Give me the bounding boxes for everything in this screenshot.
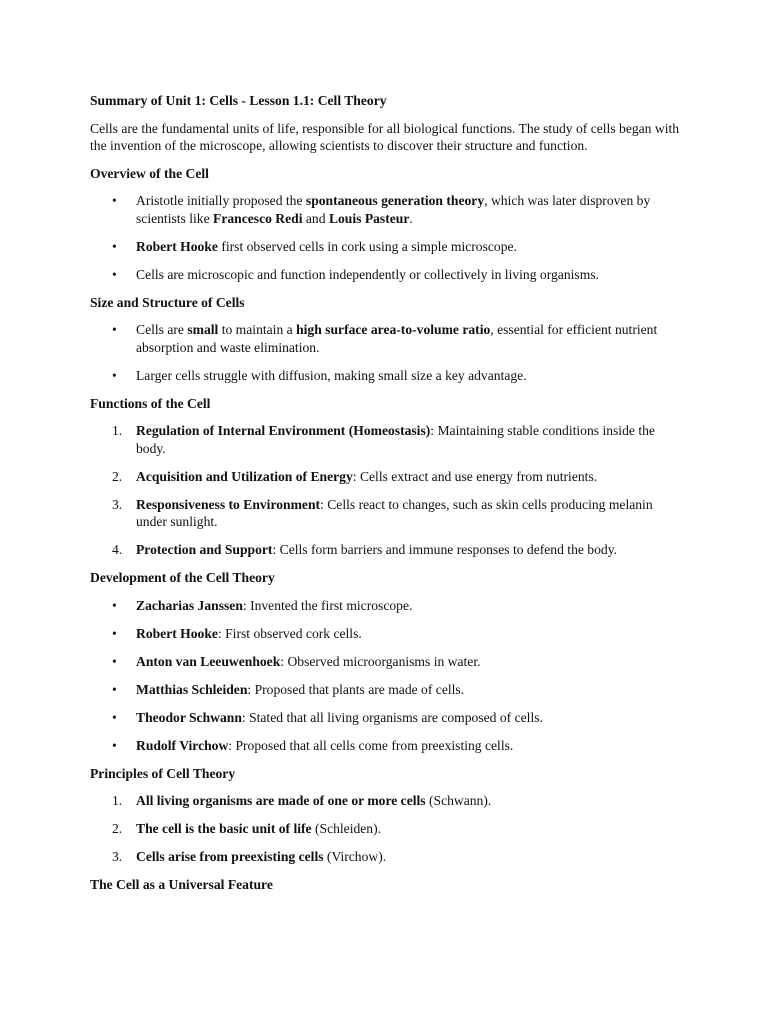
list-number: 3. [112, 496, 123, 512]
overview-list [90, 192, 680, 283]
list-item: 1. All living organisms are made of one or more cells (Schwann). [112, 793, 492, 808]
principles-list [90, 792, 680, 866]
bullet-icon: • [112, 266, 117, 282]
list-item: • Matthias Schleiden: Proposed that plants are made of cells. [112, 681, 465, 697]
list-item: 3. Responsiveness to Environment: Cells react to changes, such as skin cells producing melanin under sunlight. [112, 496, 653, 529]
list-item: • Zacharias Janssen: Invented the first microscope. [112, 597, 413, 613]
list-item: • Robert Hooke first observed cells in cork using a simple microscope. [112, 238, 517, 254]
list-number: 1. [112, 423, 123, 438]
document-body [90, 92, 680, 904]
list-item: 3. Cells arise from preexisting cells (Virchow). [112, 849, 387, 864]
list-item: 4. Protection and Support: Cells form barriers and immune responses to defend the body. [112, 542, 618, 557]
list-number: 1. [112, 793, 123, 808]
list-item: • Theodor Schwann: Stated that all living organisms are composed of cells. [112, 709, 543, 725]
list-item: • Larger cells struggle with diffusion, making small size a key advantage. [112, 367, 527, 383]
section-heading-universal: The Cell as a Universal Feature [90, 877, 273, 892]
size-list [90, 321, 680, 384]
bullet-icon: • [112, 681, 117, 697]
list-item: • Cells are small to maintain a high surface area-to-volume ratio, essential for efficient nutrient absorption and waste elimination. [112, 322, 658, 355]
list-item: • Aristotle initially proposed the spontaneous generation theory, which was later disproven by scientists like Francesco Redi and Louis Pasteur. [112, 193, 651, 226]
bullet-icon: • [112, 597, 117, 613]
section-heading-functions: Functions of the Cell [90, 395, 211, 411]
list-item: 1. Regulation of Internal Environment (Homeostasis): Maintaining stable conditions inside the body. [112, 423, 655, 456]
list-item: • Robert Hooke: First observed cork cells. [112, 625, 362, 641]
list-number: 2. [112, 821, 123, 836]
list-number: 4. [112, 542, 123, 557]
section-heading-development: Development of the Cell Theory [90, 570, 275, 585]
bullet-icon: • [112, 653, 117, 669]
section-heading-size: Size and Structure of Cells [90, 294, 245, 310]
list-item: • Anton van Leeuwenhoek: Observed microorganisms in water. [112, 653, 481, 669]
bullet-icon: • [112, 238, 117, 254]
list-item: • Rudolf Virchow: Proposed that all cells come from preexisting cells. [112, 737, 514, 753]
functions-list [90, 422, 680, 559]
section-heading-overview: Overview of the Cell [90, 165, 209, 181]
list-item: • Cells are microscopic and function independently or collectively in living organisms. [112, 266, 599, 282]
bullet-icon: • [112, 193, 117, 208]
intro-paragraph: Cells are the fundamental units of life, responsible for all biological functions. The study of cells began with the invention of the microscope, allowing scientists to discover their structure and function. [90, 120, 680, 153]
bullet-icon: • [112, 709, 117, 725]
bullet-icon: • [112, 322, 117, 337]
document-title: Summary of Unit 1: Cells - Lesson 1.1: Cell Theory [90, 93, 387, 108]
list-item: 2. Acquisition and Utilization of Energy: Cells extract and use energy from nutrients. [112, 468, 598, 484]
list-number: 3. [112, 849, 123, 864]
list-number: 2. [112, 468, 123, 484]
list-item: 2. The cell is the basic unit of life (Schleiden). [112, 821, 382, 836]
bullet-icon: • [112, 367, 117, 383]
development-list [90, 597, 680, 755]
bullet-icon: • [112, 737, 117, 753]
section-heading-principles: Principles of Cell Theory [90, 765, 236, 781]
bullet-icon: • [112, 625, 117, 641]
